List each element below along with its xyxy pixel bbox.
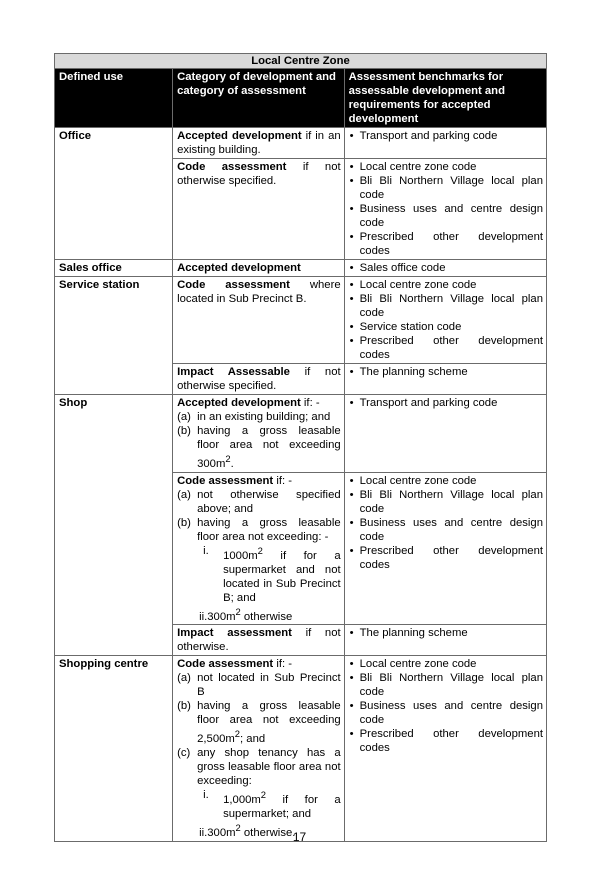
benchmark-cell <box>344 364 546 395</box>
benchmark-item: • Prescribed other development codes <box>349 544 543 572</box>
condition-item: (a) not otherwise specified above; and <box>177 488 341 515</box>
benchmark-item: • Business uses and centre design code <box>349 516 543 544</box>
benchmark-item: • Local centre zone code <box>349 657 543 671</box>
table-row <box>55 395 547 473</box>
header-row <box>55 69 547 128</box>
use-office: Office <box>55 128 173 260</box>
benchmark-item: • Prescribed other development codes <box>349 230 543 258</box>
category-cell: Code assessment if not otherwise specified. <box>173 159 345 260</box>
benchmark-item: • Bli Bli Northern Village local plan code <box>349 488 543 516</box>
condition-subitem: $ii.300m^2$ otherwise. <box>199 821 296 839</box>
use-sales-office: Sales office <box>55 260 173 277</box>
zone-title: Local Centre Zone <box>55 54 547 69</box>
table-row <box>55 656 547 841</box>
condition-item: (b) having a gross leasable floor area not exceeding $2,500m^2$; and <box>177 700 341 746</box>
benchmark-cell <box>344 472 546 625</box>
page-number: 17 <box>292 830 307 844</box>
use-shopping-centre: Shopping centre <box>55 656 173 841</box>
category-cell: Code assessment if: - (a) not otherwise specified above; and (b) having a gross leasable floor area not exceeding: - i. $1000m^2$ if for a supermarket and not located in Sub Precinct B; and $ii.300m^2$ otherwise <box>173 472 345 625</box>
benchmark-item: • The planning scheme <box>349 365 543 379</box>
benchmark-item: • Bli Bli Northern Village local plan code <box>349 671 543 699</box>
local-centre-zone-table <box>54 53 547 842</box>
benchmark-cell <box>344 128 546 159</box>
benchmark-cell <box>344 625 546 656</box>
benchmark-item: • Bli Bli Northern Village local plan code <box>349 292 543 320</box>
header-benchmarks: Assessment benchmarks for assessable development and requirements for accepted development <box>344 69 546 128</box>
benchmark-item: • Local centre zone code <box>349 278 543 292</box>
condition-subitem: i. $1000m^2$ if for a supermarket and not located in Sub Precinct B; and <box>203 544 341 604</box>
category-cell: Accepted development if: - (a) in an existing building; and (b) having a gross leasable floor area not exceeding $300m^2$. <box>173 395 345 473</box>
use-shop: Shop <box>55 395 173 656</box>
benchmark-item: • Transport and parking code <box>349 129 543 143</box>
benchmark-cell <box>344 277 546 364</box>
benchmark-cell <box>344 395 546 473</box>
condition-item: (c) any shop tenancy has a gross leasable floor area not exceeding: <box>177 747 341 788</box>
benchmark-item: • Service station code <box>349 320 543 334</box>
benchmark-item: • Prescribed other development codes <box>349 727 543 755</box>
category-cell: Accepted development <box>173 260 345 277</box>
header-defined-use: Defined use <box>55 69 173 128</box>
benchmark-cell <box>344 159 546 260</box>
category-cell: Code assessment where located in Sub Precinct B. <box>173 277 345 364</box>
benchmark-item: • Business uses and centre design code <box>349 202 543 230</box>
header-category: Category of development and category of assessment <box>173 69 345 128</box>
condition-subitem: $ii.300m^2$ otherwise <box>199 605 293 623</box>
benchmark-item: • Bli Bli Northern Village local plan code <box>349 174 543 202</box>
category-cell: Impact assessment if not otherwise. <box>173 625 345 656</box>
benchmark-item: • Business uses and centre design code <box>349 699 543 727</box>
benchmark-item: • Local centre zone code <box>349 160 543 174</box>
benchmark-cell <box>344 260 546 277</box>
condition-item: (b) having a gross leasable floor area not exceeding: - <box>177 516 341 543</box>
benchmark-item: • Local centre zone code <box>349 474 543 488</box>
condition-item: (a) in an existing building; and <box>177 411 331 423</box>
category-cell: Impact Assessable if not otherwise specified. <box>173 364 345 395</box>
table-row <box>55 277 547 364</box>
benchmark-item: • Transport and parking code <box>349 396 543 410</box>
benchmark-item: • Prescribed other development codes <box>349 334 543 362</box>
use-service-station: Service station <box>55 277 173 395</box>
benchmark-item: • Sales office code <box>349 261 543 275</box>
condition-item: (b) having a gross leasable floor area not exceeding $300m^2$. <box>177 425 341 470</box>
category-cell: Code assessment if: - (a) not located in Sub Precinct B (b) having a gross leasable floor area not exceeding $2,500m^2$; and (c) any shop tenancy has a gross leasable floor area not exceeding: i. $1,000m^2$ if for a supermarket; and $ii.300m^2$ otherwise. <box>173 656 345 841</box>
benchmark-cell <box>344 656 546 841</box>
condition-item: (a) not located in Sub Precinct B <box>177 672 341 699</box>
table-row <box>55 128 547 159</box>
benchmark-item: • The planning scheme <box>349 626 543 640</box>
category-cell: Accepted development if in an existing building. <box>173 128 345 159</box>
table-row <box>55 260 547 277</box>
condition-subitem: i. $1,000m^2$ if for a supermarket; and <box>203 789 341 820</box>
